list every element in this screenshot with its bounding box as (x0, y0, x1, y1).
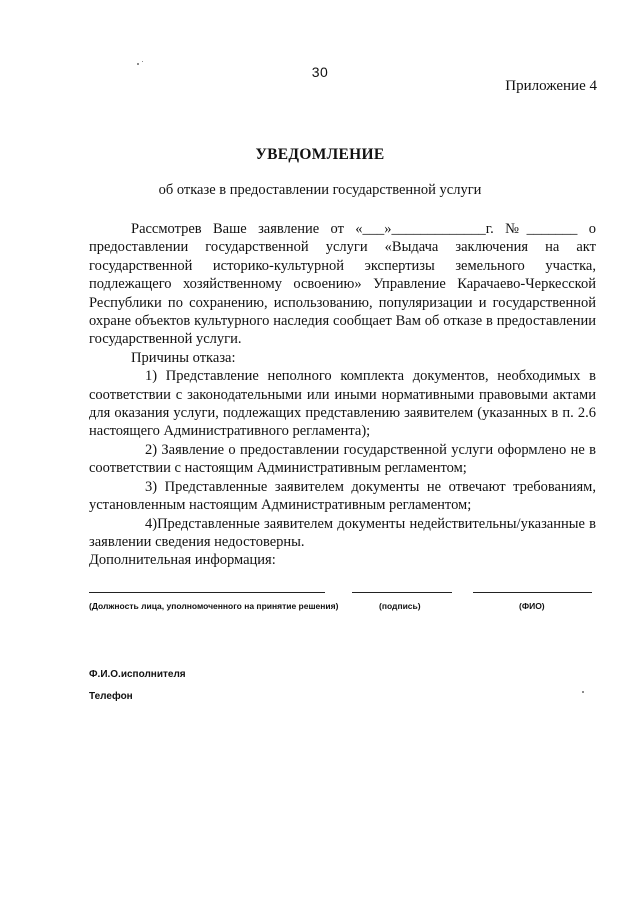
scan-speck (142, 61, 143, 62)
document-title: УВЕДОМЛЕНИЕ (255, 146, 385, 163)
reason-item: 4)Представленные заявителем документы недействительны/указанные в заявлении сведения недостоверны. (89, 515, 596, 550)
additional-info-label: Дополнительная информация: (89, 552, 276, 569)
name-line (473, 592, 592, 593)
document-subtitle: об отказе в предоставлении государственной услуги (158, 182, 482, 198)
reason-item: 3) Представленные заявителем документы не отвечают требованиям, установленным настоящим Административным регламентом; (89, 478, 596, 514)
position-line (89, 592, 325, 593)
position-caption: (Должность лица, уполномоченного на принятие решения) (89, 601, 339, 611)
appendix-label: Приложение 4 (505, 78, 597, 94)
signature-line (352, 592, 452, 593)
intro-paragraph: Рассмотрев Ваше заявление от «___»_____________г. №_______ о предоставлении государственной услуги «Выдача заключения на акт государственной историко-культурной экспертизы земельного участка, подлежащего хозяйственному освоению» Управление Карачаево-Черкесской Республики по сохранению, использованию, популяризации и государственной охране объектов культурного наследия сообщает Вам об отказе в предоставлении государственной услуги. (89, 221, 596, 348)
executor-label: Ф.И.О.исполнителя (89, 669, 186, 680)
phone-label: Телефон (89, 691, 133, 702)
page-number: 30 (311, 64, 329, 80)
reason-item: 1) Представление неполного комплекта документов, необходимых в соответствии с законодательными или иными нормативными правовыми актами для оказания услуги, подлежащих представлению заявителем (указанных в п. 2.6 настоящего Административного регламента); (89, 368, 596, 440)
scan-speck (582, 691, 584, 693)
notice-body (89, 220, 596, 570)
reasons-heading: Причины отказа: (131, 349, 236, 366)
name-caption: (ФИО) (519, 601, 545, 611)
signature-caption: (подпись) (379, 601, 421, 611)
reason-item: 2) Заявление о предоставлении государственной услуги оформлено не в соответствии с настоящим Административным регламентом; (89, 441, 596, 477)
